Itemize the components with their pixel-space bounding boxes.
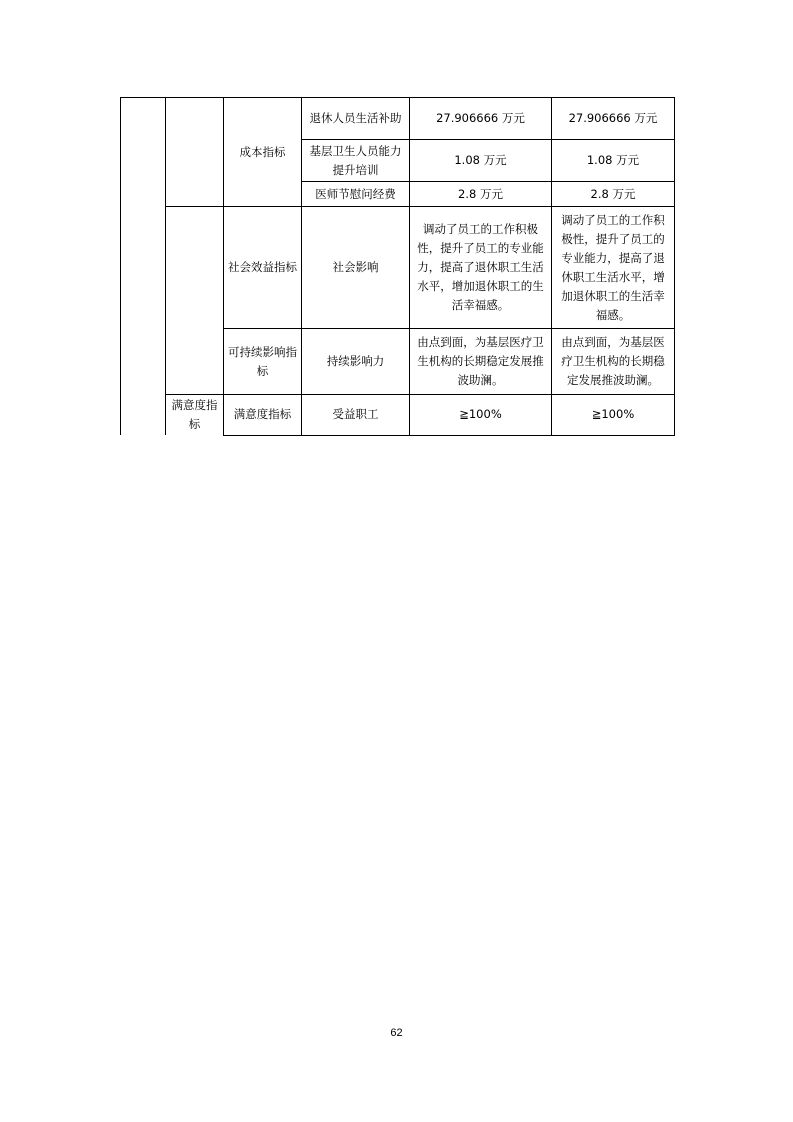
- satisfaction-actual-cell: ≧100%: [552, 395, 675, 436]
- cost-actual-cell: 27.906666 万元: [552, 98, 675, 140]
- cost-target-cell: 2.8 万元: [410, 182, 552, 207]
- table-row: [121, 207, 675, 329]
- sustain-target-cell: 由点到面，为基层医疗卫生机构的长期稳定发展推波助澜。: [410, 329, 552, 395]
- table-row: [121, 395, 675, 436]
- cost-item-cell: 退休人员生活补助: [302, 98, 410, 140]
- cost-item-cell: 医师节慰问经费: [302, 182, 410, 207]
- cost-target-cell: 27.906666 万元: [410, 98, 552, 140]
- sustain-item-cell: 持续影响力: [302, 329, 410, 395]
- social-item-cell: 社会影响: [302, 207, 410, 329]
- cost-actual-cell: 1.08 万元: [552, 140, 675, 182]
- blank-benefit-cell: [166, 207, 224, 395]
- cost-actual-cell: 2.8 万元: [552, 182, 675, 207]
- sustain-actual-cell: 由点到面，为基层医疗卫生机构的长期稳定发展推波助澜。: [552, 329, 675, 395]
- social-target-cell: 调动了员工的工作积极性，提升了员工的专业能力，提高了退休职工生活水平，增加退休职工的生活幸福感。: [410, 207, 552, 329]
- cost-target-cell: 1.08 万元: [410, 140, 552, 182]
- social-indicator-cell: 社会效益指标: [224, 207, 302, 329]
- social-actual-cell: 调动了员工的工作积极性，提升了员工的专业能力，提高了退休职工生活水平，增加退休职工的生活幸福感。: [552, 207, 675, 329]
- page-number: 62: [390, 1027, 403, 1039]
- blank-level1-cell: [121, 98, 166, 436]
- satisfaction-indicator-cell: 满意度指标: [224, 395, 302, 436]
- cost-indicator-cell: 成本指标: [224, 98, 302, 207]
- sustain-indicator-cell: 可持续影响指标: [224, 329, 302, 395]
- satisfaction-target-cell: ≧100%: [410, 395, 552, 436]
- satisfaction-item-cell: 受益职工: [302, 395, 410, 436]
- performance-indicator-table: [120, 97, 675, 436]
- blank-level2-cell: [166, 98, 224, 207]
- satisfaction-category-cell: 满意度指标: [166, 395, 224, 436]
- table-row: [121, 98, 675, 140]
- cost-item-cell: 基层卫生人员能力提升培训: [302, 140, 410, 182]
